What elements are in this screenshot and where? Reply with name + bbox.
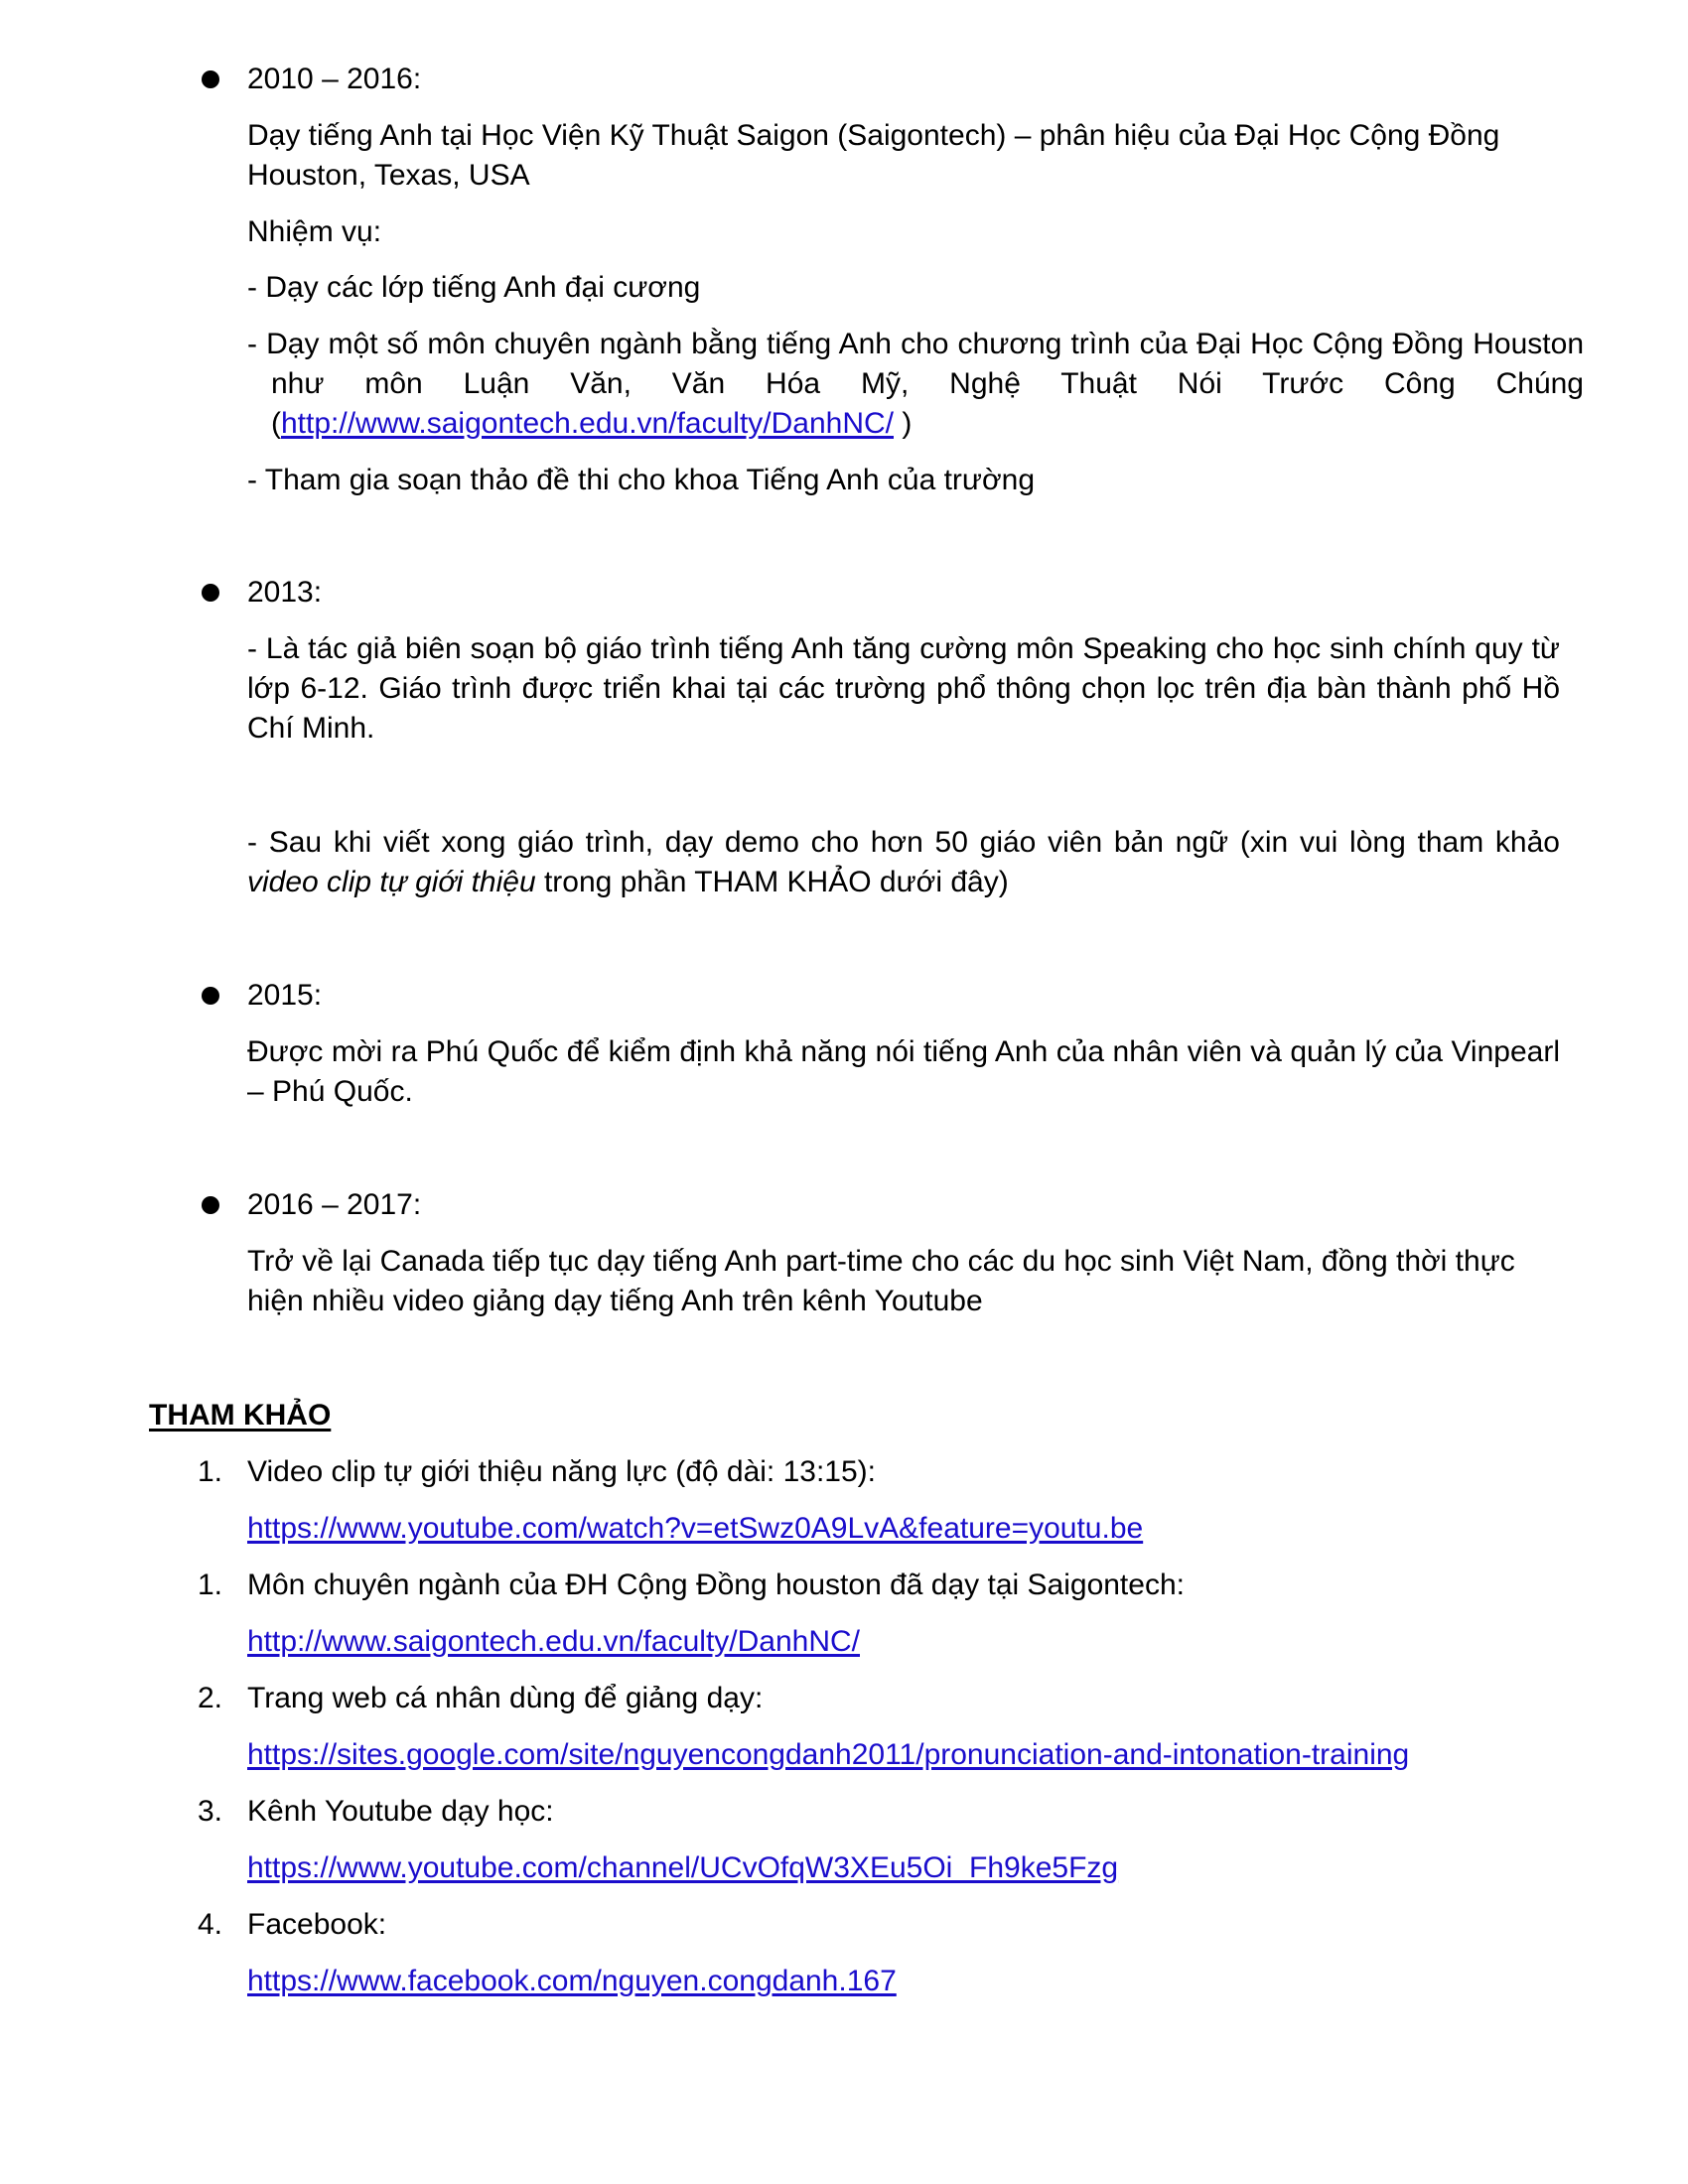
paragraph: Dạy tiếng Anh tại Học Viện Kỹ Thuật Saigon (Saigontech) – phân hiệu của Đại Học Cộng Đồng Houston, Texas, USA xyxy=(247,119,1500,192)
duty-text: - Dạy một số môn chuyên ngành bằng tiếng Anh cho chương trình của Đại Học Cộng Đồng Houston như môn Luận Văn, Văn Hóa Mỹ, Nghệ Thuật Nói Trước Công Chúng ( xyxy=(247,328,1584,440)
faculty-link[interactable]: http://www.saigontech.edu.vn/faculty/DanhNC/ xyxy=(281,407,894,440)
bullet-icon xyxy=(202,987,219,1005)
list-number: 2. xyxy=(198,1682,223,1714)
list-number: 1. xyxy=(198,1455,223,1488)
paragraph: Được mời ra Phú Quốc để kiểm định khả năng nói tiếng Anh của nhân viên và quản lý của Vinpearl – Phú Quốc. xyxy=(247,1035,1560,1108)
youtube-video-link[interactable]: https://www.youtube.com/watch?v=etSwz0A9LvA&feature=youtu.be xyxy=(247,1512,1144,1545)
duty-item: - Dạy các lớp tiếng Anh đại cương xyxy=(247,271,701,304)
paragraph: Trở về lại Canada tiếp tục dạy tiếng Anh part-time cho các du học sinh Việt Nam, đồng thời thực hiện nhiều video giảng dạy tiếng Anh trên kênh Youtube xyxy=(247,1245,1515,1317)
paragraph: - Là tác giả biên soạn bộ giáo trình tiếng Anh tăng cường môn Speaking cho học sinh chính quy từ lớp 6-12. Giáo trình được triển khai tại các trường phổ thông chọn lọc trên địa bàn thành phố Hồ Chí Minh. xyxy=(247,632,1560,745)
google-site-link[interactable]: https://sites.google.com/site/nguyencongdanh2011/pronunciation-and-intonation-training xyxy=(247,1738,1410,1771)
bullet-icon xyxy=(202,584,219,602)
duty-item: - Tham gia soạn thảo đề thi cho khoa Tiếng Anh của trường xyxy=(247,464,1036,496)
list-number: 1. xyxy=(198,1569,223,1601)
duties-label: Nhiệm vụ: xyxy=(247,215,382,248)
paragraph-italic: video clip tự giới thiệu xyxy=(247,866,536,898)
period-label: 2015: xyxy=(247,979,323,1012)
reference-label: Video clip tự giới thiệu năng lực (độ dài: 13:15): xyxy=(247,1455,876,1488)
reference-label: Kênh Youtube dạy học: xyxy=(247,1795,554,1828)
period-label: 2013: xyxy=(247,576,323,609)
paragraph-text: - Sau khi viết xong giáo trình, dạy demo cho hơn 50 giáo viên bản ngữ (xin vui lòng tham khảo xyxy=(247,826,1560,859)
reference-label: Facebook: xyxy=(247,1908,387,1941)
reference-label: Trang web cá nhân dùng để giảng dạy: xyxy=(247,1682,764,1714)
paragraph-text: trong phần THAM KHẢO dưới đây) xyxy=(535,866,1009,898)
paragraph xyxy=(247,823,1560,902)
period-label: 2016 – 2017: xyxy=(247,1188,422,1221)
section-heading: THAM KHẢO xyxy=(149,1399,332,1432)
list-number: 4. xyxy=(198,1908,223,1941)
youtube-channel-link[interactable]: https://www.youtube.com/channel/UCvOfqW3XEu5Oi_Fh9ke5Fzg xyxy=(247,1851,1119,1884)
facebook-link[interactable]: https://www.facebook.com/nguyen.congdanh.167 xyxy=(247,1965,897,1997)
reference-label: Môn chuyên ngành của ĐH Cộng Đồng houston đã dạy tại Saigontech: xyxy=(247,1569,1185,1601)
saigontech-faculty-link[interactable]: http://www.saigontech.edu.vn/faculty/DanhNC/ xyxy=(247,1625,860,1658)
duty-text-close: ) xyxy=(894,407,913,440)
duty-item xyxy=(247,325,1584,444)
bullet-icon xyxy=(202,1196,219,1214)
list-number: 3. xyxy=(198,1795,223,1828)
bullet-icon xyxy=(202,70,219,88)
period-label: 2010 – 2016: xyxy=(247,63,422,95)
